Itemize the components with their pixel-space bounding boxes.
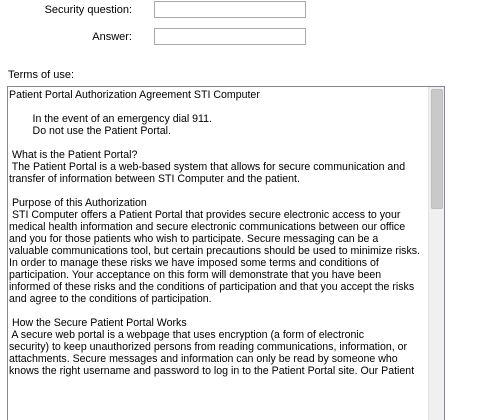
terms-of-use-label: Terms of use:: [8, 69, 75, 81]
terms-line: [9, 137, 429, 149]
terms-line: In order to manage these risks we have imposed some terms and conditions of: [9, 257, 379, 269]
terms-line: STI Computer offers a Patient Portal that provides secure electronic access to your: [9, 209, 401, 221]
terms-line: [9, 185, 429, 197]
terms-line: In the event of an emergency dial 911.: [9, 113, 212, 125]
terms-text: [9, 89, 429, 377]
terms-line: security) to keep unauthorized persons from reading communications, information, or: [9, 341, 408, 353]
terms-of-use-textarea[interactable]: [7, 86, 445, 420]
terms-line: and agree to the conditions of participation.: [9, 293, 212, 305]
terms-line: valuable communications tool, but certain precautions should be used to minimize risks.: [9, 245, 421, 257]
terms-line: [9, 101, 429, 113]
answer-input[interactable]: [154, 28, 306, 45]
scrollbar-thumb[interactable]: [431, 89, 443, 209]
terms-line: knows the right username and password to log in to the Patient Portal site. Our Patient: [9, 365, 415, 377]
terms-line: How the Secure Patient Portal Works: [9, 317, 187, 329]
terms-line: attachments. Secure messages and information can only be read by someone who: [9, 353, 398, 365]
terms-line: The Patient Portal is a web-based system that allows for secure communication and: [9, 161, 406, 173]
terms-scrollbar[interactable]: [428, 87, 444, 420]
answer-row: [0, 28, 478, 48]
terms-line: transfer of information between STI Computer and the patient.: [9, 173, 300, 185]
terms-line: What is the Patient Portal?: [9, 149, 138, 161]
terms-line: informed of these risks and the conditions of participation and that you accept the risks: [9, 281, 415, 293]
terms-line: Patient Portal Authorization Agreement STI Computer: [9, 89, 260, 101]
terms-line: Purpose of this Authorization: [9, 197, 147, 209]
answer-label: Answer:: [92, 31, 132, 43]
terms-line: and you for those patients who wish to participate. Secure messaging can be a: [9, 233, 379, 245]
terms-line: medical health information and secure electronic communications between our office: [9, 221, 406, 233]
security-question-input[interactable]: [154, 1, 306, 18]
security-question-label: Security question:: [44, 4, 132, 16]
security-question-row: [0, 1, 478, 21]
terms-line: participation. Your acceptance on this form will demonstrate that you have been: [9, 269, 382, 281]
terms-line: A secure web portal is a webpage that uses encryption (a form of electronic: [9, 329, 365, 341]
terms-line: Do not use the Patient Portal.: [9, 125, 171, 137]
terms-line: [9, 305, 429, 317]
